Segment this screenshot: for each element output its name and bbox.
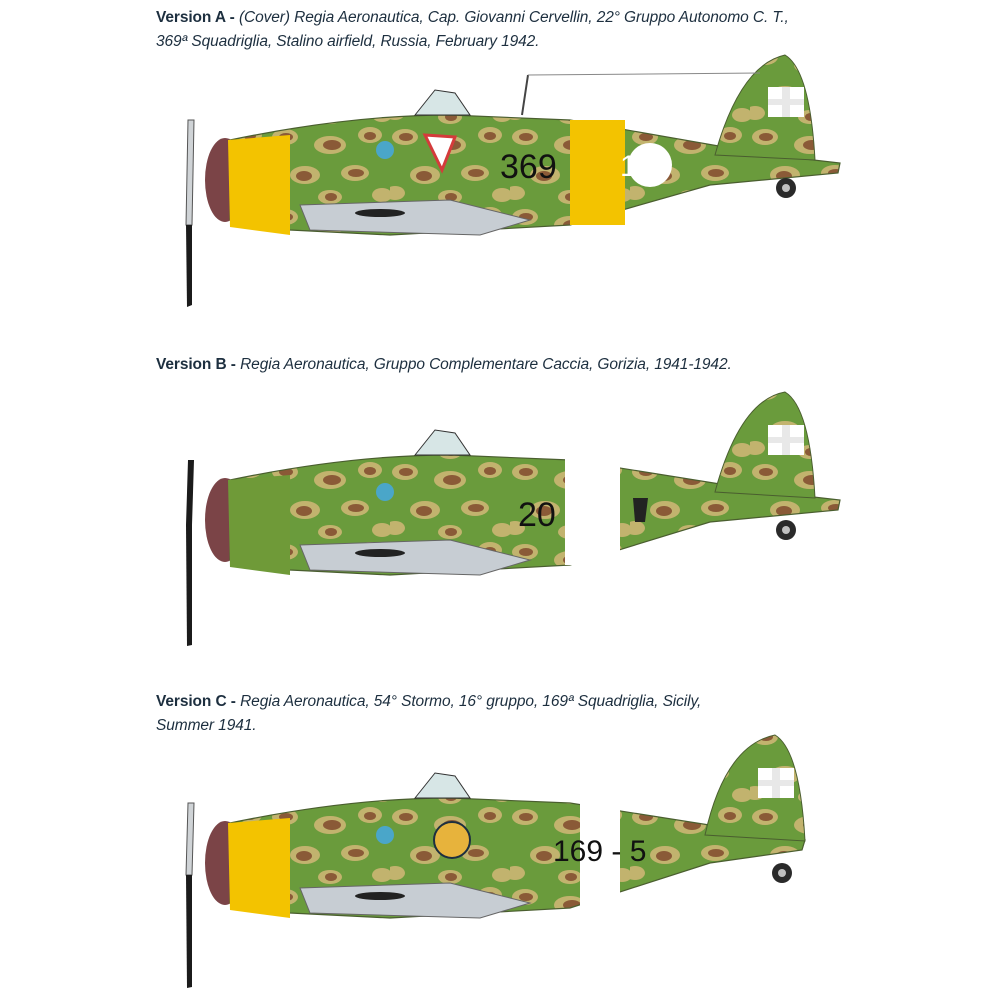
propeller-blade-bottom [186,525,192,646]
canopy [415,773,470,798]
version-c-label: Version C - [156,693,236,710]
cockpit-emblem [376,483,394,501]
propeller-blade-top [186,803,194,875]
version-c-desc-line1: Regia Aeronautica, 54° Stormo, 16° gruppo, 169ª Squadriglia, Sicily, [240,693,702,710]
propeller-blade-top [186,120,194,225]
version-a-desc-line2: 369ª Squadriglia, Stalino airfield, Russia, February 1942. [156,33,540,50]
antenna-mast [522,75,528,115]
radiator-intake [355,549,405,557]
engine-cowling [228,475,290,575]
fuselage-band [570,120,625,225]
canopy [415,90,470,115]
version-c-desc-line2: Summer 1941. [156,717,257,734]
version-a-desc-line1: (Cover) Regia Aeronautica, Cap. Giovanni Cervellin, 22° Gruppo Autonomo C. T., [238,9,789,26]
propeller-blade-bottom [186,875,192,988]
version-a-label: Version A - [156,9,235,26]
engine-cowling [228,135,290,235]
version-b-label: Version B - [156,356,236,373]
fuselage-band [565,450,620,565]
aircraft-profile-c [150,725,850,1000]
cockpit-emblem [376,141,394,159]
canopy [415,430,470,455]
fuselage-code: 20 [518,496,556,534]
radiator-intake [355,209,405,217]
engine-cowling [228,818,290,918]
radiator-intake [355,892,405,900]
version-b-desc-line1: Regia Aeronautica, Gruppo Complementare Caccia, Gorizia, 1941-1942. [240,356,732,373]
propeller-blade-top [186,460,194,525]
aircraft-profile-a [150,45,850,320]
tail-number: 11 [620,150,652,183]
aircraft-profile-b [150,380,850,655]
cockpit-emblem [376,826,394,844]
fuselage-code: 369 [500,148,557,186]
squadron-emblem [434,822,470,858]
antenna-wire [528,73,760,75]
version-b-caption [156,353,732,377]
fuselage-code: 169 - 5 [553,835,647,868]
propeller-blade-bottom [186,225,192,307]
